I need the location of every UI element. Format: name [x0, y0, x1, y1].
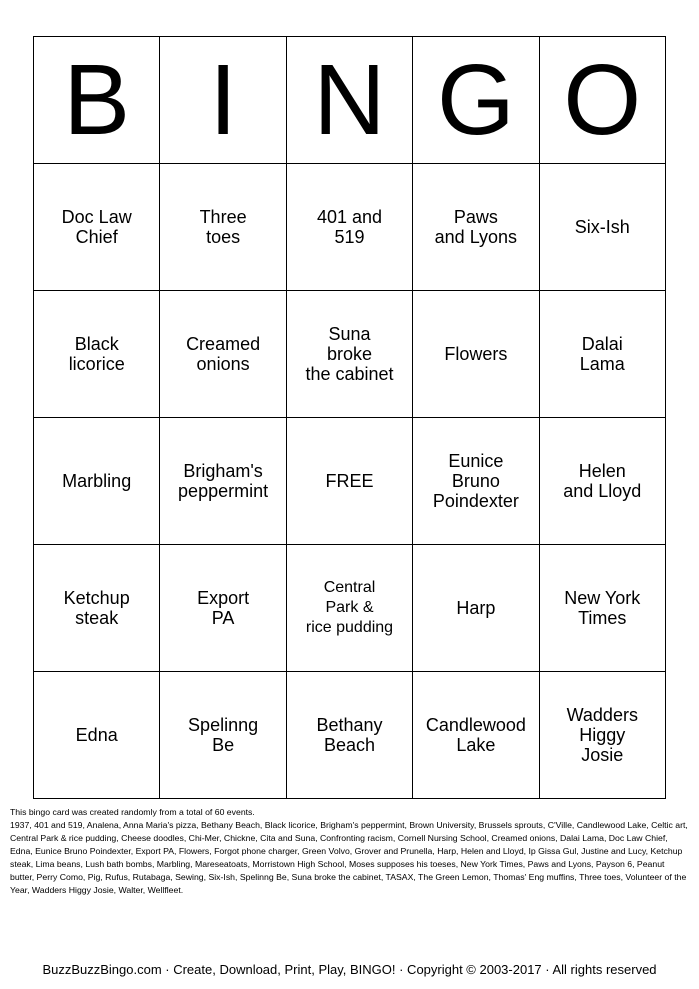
cell-text: Eunice Bruno Poindexter: [432, 451, 519, 511]
card-row: [34, 291, 666, 418]
card-cell: [286, 672, 412, 799]
header-letter-i: I: [160, 37, 286, 164]
cell-text: Candlewood Lake: [425, 715, 526, 755]
cell-text: Helen and Lloyd: [563, 461, 642, 501]
card-row: [34, 545, 666, 672]
card-cell: [286, 291, 412, 418]
card-cell: [539, 672, 665, 799]
bingo-card: [33, 36, 666, 799]
card-cell: [34, 672, 160, 799]
cell-text: Ketchup steak: [63, 588, 130, 628]
cell-text: Dalai Lama: [579, 334, 625, 374]
card-cell: [34, 291, 160, 418]
card-cell: [413, 164, 539, 291]
cell-text: Doc Law Chief: [61, 207, 132, 247]
card-cell: [160, 672, 286, 799]
cell-text: Export PA: [197, 588, 250, 628]
card-cell: [413, 291, 539, 418]
cell-text: Marbling: [62, 471, 132, 491]
cell-text: Flowers: [444, 344, 508, 364]
card-cell: [34, 418, 160, 545]
cell-text: Wadders Higgy Josie: [566, 705, 638, 765]
card-cell: [160, 418, 286, 545]
card-row: [34, 164, 666, 291]
card-cell: [34, 164, 160, 291]
cell-text: Three toes: [199, 207, 247, 247]
cell-text: Six-Ish: [574, 217, 630, 237]
card-cell: [286, 164, 412, 291]
card-cell: [160, 545, 286, 672]
cell-text: Harp: [456, 598, 496, 618]
card-cell: [286, 545, 412, 672]
card-cell: [160, 164, 286, 291]
free-space-cell: [286, 418, 412, 545]
card-cell: [34, 545, 160, 672]
site-footer: BuzzBuzzBingo.com · Create, Download, Print, Play, BINGO! · Copyright © 2003-2017 · All rights reserved: [42, 962, 657, 977]
card-cell: [539, 291, 665, 418]
card-cell: [539, 418, 665, 545]
cell-text: Paws and Lyons: [434, 207, 518, 247]
header-letter-b: B: [34, 37, 160, 164]
cell-text: FREE: [325, 471, 374, 491]
event-count-text: This bingo card was created randomly from a total of 60 events.: [10, 807, 255, 817]
card-cell: [539, 545, 665, 672]
cell-text: Bethany Beach: [316, 715, 383, 755]
card-cell: [413, 672, 539, 799]
card-cell: [160, 291, 286, 418]
cell-text: New York Times: [564, 588, 641, 628]
cell-text: Creamed onions: [186, 334, 261, 374]
card-cell: [539, 164, 665, 291]
cell-text: 401 and 519: [316, 207, 383, 247]
card-row: [34, 418, 666, 545]
cell-text: Spelinng Be: [188, 715, 259, 755]
cell-text: Black licorice: [68, 334, 125, 374]
header-row: [34, 37, 666, 164]
cell-text: Suna broke the cabinet: [305, 324, 394, 384]
cell-text: Edna: [75, 725, 118, 745]
header-letter-o: O: [539, 37, 665, 164]
cell-text: Brigham's peppermint: [178, 461, 269, 501]
card-row: [34, 672, 666, 799]
card-cell: [413, 545, 539, 672]
card-cell: [413, 418, 539, 545]
event-list-note: [10, 806, 690, 897]
cell-text: Central Park & rice pudding: [305, 579, 394, 636]
event-list-text: 1937, 401 and 519, Analena, Anna Maria's pizza, Bethany Beach, Black licorice, Brigham's peppermint, Brown University, Brussels sprouts, C'Ville, Candlewood Lake, Celtic art, Central Park & rice pudding, Cheese doodles, Chi-Mer, Chickne, Cita and Suna, Confronting racism, Cornell Nursing School, Creamed onions, Dalai Lama, Doc Law Chief, Edna, Eunice Bruno Poindexter, Export PA, Flowers, Forgot phone charger, Green Volvo, Grover and Prunella, Harp, Helen and Lloyd, Ip Gissa Gul, Justine and Lucy, Ketchup steak, Lima beans, Lush bath bombs, Marbling, Mareseatoats, Morristown High School, Moses supposes his toeses, New York Times, Paws and Lyons, Payson 6, Peanut butter, Perry Como, Pig, Rufus, Rutabaga, Sewing, Six-Ish, Spelinng Be, Suna broke the cabinet, TASAX, The Green Lemon, Thomas' Eng muffins, Three toes, Volunteer of the Year, Wadders Higgy Josie, Walter, Wellfleet.: [10, 820, 688, 895]
header-letter-n: N: [286, 37, 412, 164]
header-letter-g: G: [413, 37, 539, 164]
